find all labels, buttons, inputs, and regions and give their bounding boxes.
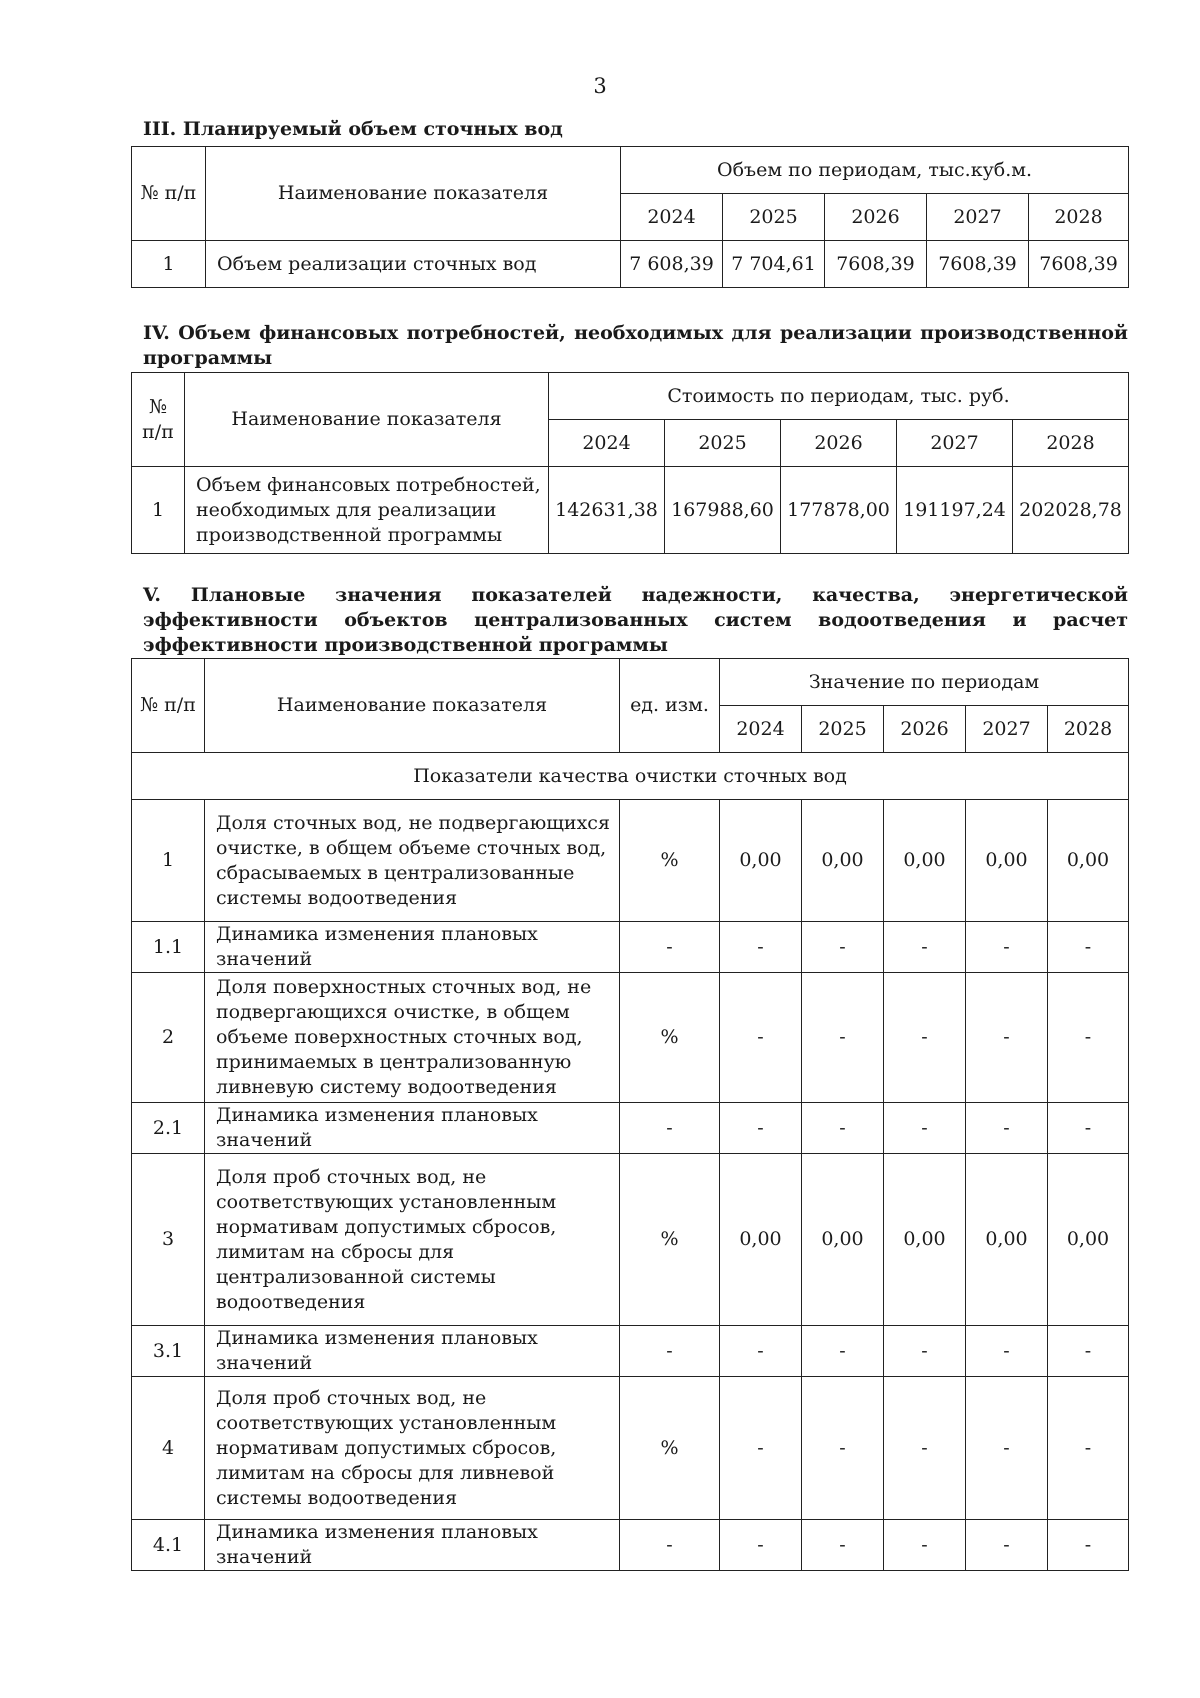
value-cell: 0,00 <box>966 800 1048 922</box>
value-cell: - <box>720 1326 802 1377</box>
value-cell: 202028,78 <box>1013 467 1129 554</box>
row-num: 3.1 <box>132 1326 205 1377</box>
year-cell: 2024 <box>549 420 665 467</box>
value-cell: - <box>720 1103 802 1154</box>
row-unit: - <box>620 922 720 973</box>
row-unit: - <box>620 1326 720 1377</box>
value-cell: - <box>720 1377 802 1520</box>
value-cell: - <box>966 922 1048 973</box>
row-unit: % <box>620 1377 720 1520</box>
row-name: Доля проб сточных вод, не соответствующих установленным нормативам допустимых сбросов, лимитам на сбросы для ливневой системы водоотведения <box>205 1377 620 1520</box>
value-cell: - <box>966 1377 1048 1520</box>
value-cell: - <box>884 1103 966 1154</box>
table-header-row <box>132 659 1129 706</box>
row-name: Динамика изменения плановых значений <box>205 1103 620 1154</box>
value-cell: - <box>802 1377 884 1520</box>
value-cell: 0,00 <box>1048 1154 1129 1326</box>
year-cell: 2028 <box>1013 420 1129 467</box>
row-unit: % <box>620 800 720 922</box>
table-row <box>132 800 1129 922</box>
row-name: Динамика изменения плановых значений <box>205 1520 620 1571</box>
year-cell: 2028 <box>1048 706 1129 753</box>
value-cell: - <box>720 922 802 973</box>
page-number: 3 <box>593 74 607 98</box>
year-cell: 2027 <box>927 194 1029 241</box>
value-cell: 0,00 <box>884 800 966 922</box>
value-cell: 142631,38 <box>549 467 665 554</box>
value-cell: - <box>1048 922 1129 973</box>
year-cell: 2027 <box>897 420 1013 467</box>
row-num: 2 <box>132 973 205 1103</box>
value-cell: - <box>720 1520 802 1571</box>
row-num: 1 <box>132 241 206 288</box>
section3-table <box>131 146 1129 288</box>
header-num: № п/п <box>132 147 206 241</box>
value-cell: - <box>802 1520 884 1571</box>
value-cell: 7 704,61 <box>723 241 825 288</box>
value-cell: - <box>1048 1520 1129 1571</box>
group-row <box>132 753 1129 800</box>
value-cell: 0,00 <box>802 1154 884 1326</box>
table-row <box>132 467 1129 554</box>
header-num: № п/п <box>132 373 185 467</box>
value-cell: - <box>802 1103 884 1154</box>
section5-title: V. Плановые значения показателей надежности, качества, энергетической эффективности объектов централизованных систем водоотведения и расчет эффективности производственной программы <box>143 584 1128 656</box>
value-cell: 0,00 <box>1048 800 1129 922</box>
year-cell: 2026 <box>781 420 897 467</box>
value-cell: - <box>884 1326 966 1377</box>
value-cell: - <box>802 1326 884 1377</box>
header-unit: ед. изм. <box>620 659 720 753</box>
value-cell: 7608,39 <box>825 241 927 288</box>
row-name: Доля поверхностных сточных вод, не подвергающихся очистке, в общем объеме поверхностных сточных вод, принимаемых в централизованную ливневую систему водоотведения <box>205 973 620 1103</box>
value-cell: - <box>802 922 884 973</box>
header-name: Наименование показателя <box>206 147 621 241</box>
section4-table <box>131 372 1129 554</box>
value-cell: - <box>884 922 966 973</box>
year-cell: 2025 <box>665 420 781 467</box>
row-name: Объем реализации сточных вод <box>206 241 621 288</box>
row-name: Доля сточных вод, не подвергающихся очистке, в общем объеме сточных вод, сбрасываемых в централизованные системы водоотведения <box>205 800 620 922</box>
value-cell: - <box>966 973 1048 1103</box>
value-cell: 7608,39 <box>927 241 1029 288</box>
value-cell: 177878,00 <box>781 467 897 554</box>
year-cell: 2026 <box>884 706 966 753</box>
value-cell: 167988,60 <box>665 467 781 554</box>
row-num: 3 <box>132 1154 205 1326</box>
table-row <box>132 1103 1129 1154</box>
row-name: Динамика изменения плановых значений <box>205 1326 620 1377</box>
year-cell: 2027 <box>966 706 1048 753</box>
value-cell: - <box>720 973 802 1103</box>
row-name: Доля проб сточных вод, не соответствующих установленным нормативам допустимых сбросов, лимитам на сбросы для централизованной системы водоотведения <box>205 1154 620 1326</box>
header-periods: Стоимость по периодам, тыс. руб. <box>549 373 1129 420</box>
table-row <box>132 1377 1129 1520</box>
value-cell: - <box>802 973 884 1103</box>
header-num: № п/п <box>132 659 205 753</box>
value-cell: 0,00 <box>720 800 802 922</box>
row-unit: % <box>620 1154 720 1326</box>
value-cell: - <box>966 1103 1048 1154</box>
year-cell: 2025 <box>723 194 825 241</box>
year-cell: 2026 <box>825 194 927 241</box>
row-num: 2.1 <box>132 1103 205 1154</box>
value-cell: - <box>1048 1326 1129 1377</box>
value-cell: 0,00 <box>720 1154 802 1326</box>
row-unit: - <box>620 1520 720 1571</box>
value-cell: - <box>1048 973 1129 1103</box>
value-cell: 0,00 <box>884 1154 966 1326</box>
row-num: 1 <box>132 467 185 554</box>
row-num: 4.1 <box>132 1520 205 1571</box>
row-unit: - <box>620 1103 720 1154</box>
table-row <box>132 922 1129 973</box>
year-cell: 2024 <box>720 706 802 753</box>
value-cell: - <box>1048 1103 1129 1154</box>
table-row <box>132 973 1129 1103</box>
value-cell: - <box>966 1326 1048 1377</box>
header-name: Наименование показателя <box>185 373 549 467</box>
year-cell: 2028 <box>1029 194 1129 241</box>
value-cell: 7608,39 <box>1029 241 1129 288</box>
table-row <box>132 241 1129 288</box>
row-unit: % <box>620 973 720 1103</box>
section3-title: III. Планируемый объем сточных вод <box>143 118 563 140</box>
value-cell: - <box>884 1520 966 1571</box>
section5-table <box>131 658 1129 1571</box>
year-cell: 2024 <box>621 194 723 241</box>
table-row <box>132 1154 1129 1326</box>
value-cell: 7 608,39 <box>621 241 723 288</box>
year-cell: 2025 <box>802 706 884 753</box>
header-periods: Объем по периодам, тыс.куб.м. <box>621 147 1129 194</box>
value-cell: 0,00 <box>802 800 884 922</box>
header-name: Наименование показателя <box>205 659 620 753</box>
value-cell: 191197,24 <box>897 467 1013 554</box>
row-num: 4 <box>132 1377 205 1520</box>
value-cell: - <box>884 1377 966 1520</box>
header-periods: Значение по периодам <box>720 659 1129 706</box>
table-row <box>132 1520 1129 1571</box>
row-num: 1 <box>132 800 205 922</box>
section4-title: IV. Объем финансовых потребностей, необходимых для реализации производственной программы <box>143 322 1128 369</box>
value-cell: - <box>1048 1377 1129 1520</box>
value-cell: - <box>966 1520 1048 1571</box>
group-label: Показатели качества очистки сточных вод <box>132 753 1129 800</box>
value-cell: - <box>884 973 966 1103</box>
value-cell: 0,00 <box>966 1154 1048 1326</box>
row-name: Динамика изменения плановых значений <box>205 922 620 973</box>
table-header-row <box>132 147 1129 194</box>
table-header-row <box>132 373 1129 420</box>
row-num: 1.1 <box>132 922 205 973</box>
table-row <box>132 1326 1129 1377</box>
row-name: Объем финансовых потребностей, необходимых для реализации производственной программы <box>185 467 549 554</box>
